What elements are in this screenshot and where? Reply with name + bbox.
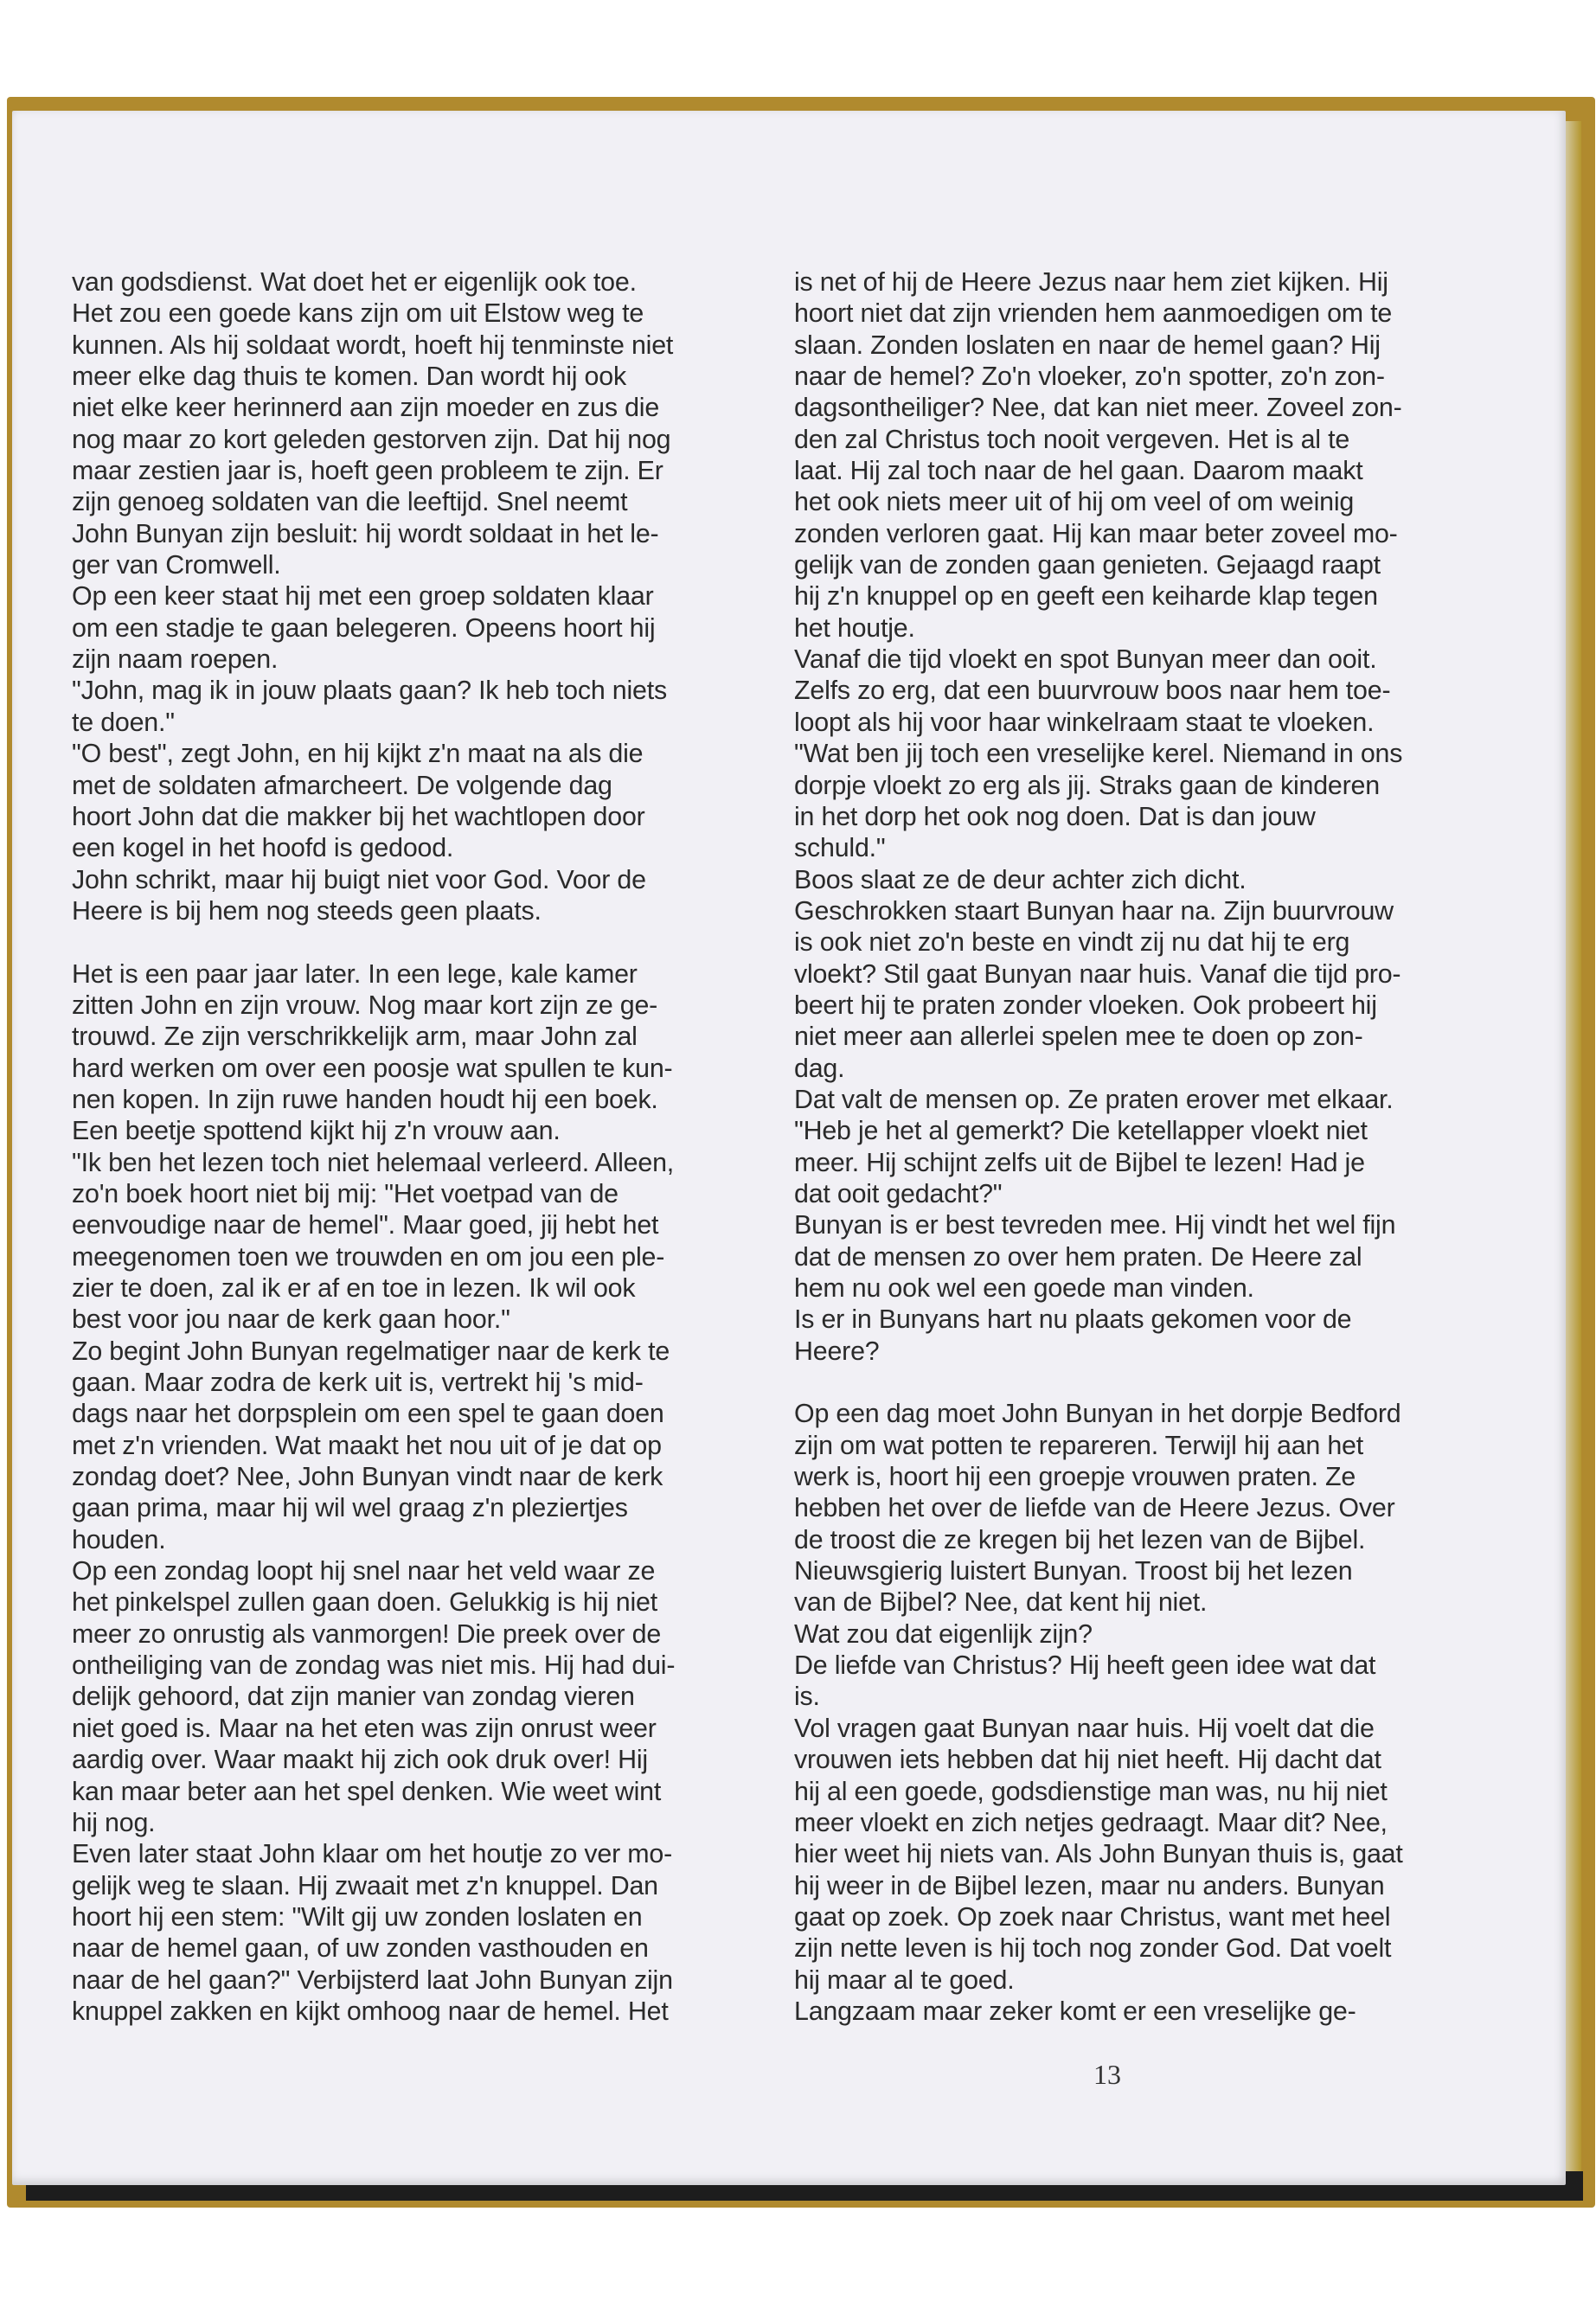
text-line: te doen." <box>72 707 175 737</box>
text-line: Geschrokken staart Bunyan haar na. Zijn buurvrouw <box>794 895 1394 926</box>
text-line: kan maar beter aan het spel denken. Wie weet wint <box>72 1776 662 1806</box>
text-line: loopt als hij voor haar winkelraam staat te vloeken. <box>794 707 1375 737</box>
text-line: gelijk van de zonden gaan genieten. Gejaagd raapt <box>794 550 1381 580</box>
text-line: hij maar al te goed. <box>794 1965 1015 1995</box>
text-line: hoort niet dat zijn vrienden hem aanmoedigen om te <box>794 298 1393 329</box>
text-line: Langzaam maar zeker komt er een vreselijke ge- <box>794 1996 1356 2026</box>
text-line: is net of hij de Heere Jezus naar hem ziet kijken. Hij <box>794 267 1388 297</box>
text-line: niet goed is. Maar na het eten was zijn onrust weer <box>72 1713 657 1743</box>
text-line: knuppel zakken en kijkt omhoog naar de hemel. Het <box>72 1996 669 2026</box>
paragraph-gap <box>72 926 729 958</box>
text-line: nen kopen. In zijn ruwe handen houdt hij een boek. <box>72 1084 658 1114</box>
text-line: zondag doet? Nee, John Bunyan vindt naar de kerk <box>72 1462 663 1492</box>
text-line: Op een keer staat hij met een groep soldaten klaar <box>72 581 654 612</box>
text-line: niet elke keer herinnerd aan zijn moeder en zus die <box>72 393 660 423</box>
text-line: schuld." <box>794 833 886 863</box>
text-line: zijn om wat potten te repareren. Terwijl hij aan het <box>794 1430 1363 1460</box>
text-line: vloekt? Stil gaat Bunyan naar huis. Vanaf die tijd pro- <box>794 958 1401 989</box>
text-line: delijk gehoord, dat zijn manier van zondag vieren <box>72 1682 635 1712</box>
text-line: Op een zondag loopt hij snel naar het veld waar ze <box>72 1556 656 1586</box>
text-line: hard werken om over een poosje wat spullen te kun- <box>72 1053 673 1083</box>
text-line: hij z'n knuppel op en geeft een keiharde klap tegen <box>794 581 1378 612</box>
text-line: beert hij te praten zonder vloeken. Ook probeert hij <box>794 990 1377 1020</box>
text-line: "Heb je het al gemerkt? Die ketellapper vloekt niet <box>794 1116 1368 1146</box>
text-line: dags naar het dorpsplein om een spel te gaan doen <box>72 1399 664 1429</box>
text-line: Op een dag moet John Bunyan in het dorpje Bedford <box>794 1399 1401 1429</box>
text-line: den zal Christus toch nooit vergeven. Het is al te <box>794 424 1350 454</box>
text-line: maar zestien jaar is, hoeft geen probleem te zijn. Er <box>72 456 663 486</box>
text-line: Het is een paar jaar later. In een lege, kale kamer <box>72 958 638 989</box>
text-line: Boos slaat ze de deur achter zich dicht. <box>794 864 1247 894</box>
text-line: het pinkelspel zullen gaan doen. Gelukkig is hij niet <box>72 1587 658 1618</box>
text-line: Het zou een goede kans zijn om uit Elstow weg te <box>72 298 644 329</box>
page-number: 13 <box>1093 2059 1121 2090</box>
text-line: aardig over. Waar maakt hij zich ook druk over! Hij <box>72 1745 648 1775</box>
text-line: werk is, hoort hij een groepje vrouwen praten. Ze <box>794 1462 1356 1492</box>
text-line: Even later staat John klaar om het houtje zo ver mo- <box>72 1839 673 1869</box>
text-line: laat. Hij zal toch naar de hel gaan. Daarom maakt <box>794 456 1363 486</box>
text-line: het houtje. <box>794 612 915 643</box>
text-line: ontheiliging van de zondag was niet mis. Hij had dui- <box>72 1650 676 1681</box>
text-line: Heere? <box>794 1336 880 1366</box>
text-line: zitten John en zijn vrouw. Nog maar kort zijn ze ge- <box>72 990 658 1020</box>
paragraph-gap <box>794 1367 1453 1398</box>
text-line: meer vloekt en zich netjes gedraagt. Maar dit? Nee, <box>794 1807 1388 1837</box>
text-line: hier weet hij niets van. Als John Bunyan thuis is, gaat <box>794 1839 1403 1869</box>
text-line: zier te doen, zal ik er af en toe in lezen. Ik wil ook <box>72 1273 636 1303</box>
text-line: gaat op zoek. Op zoek naar Christus, want met heel <box>794 1901 1391 1932</box>
text-line: gelijk weg te slaan. Hij zwaait met z'n knuppel. Dan <box>72 1870 658 1900</box>
text-line: John schrikt, maar hij buigt niet voor God. Voor de <box>72 864 646 894</box>
text-line: is. <box>794 1682 820 1712</box>
text-line: meer. Hij schijnt zelfs uit de Bijbel te lezen! Had je <box>794 1147 1365 1177</box>
text-line: is ook niet zo'n beste en vindt zij nu dat hij te erg <box>794 927 1350 958</box>
text-line: Wat zou dat eigenlijk zijn? <box>794 1618 1093 1649</box>
text-line: het ook niets meer uit of hij om veel of om weinig <box>794 487 1355 517</box>
text-line: Zo begint John Bunyan regelmatiger naar de kerk te <box>72 1336 670 1366</box>
text-line: dat de mensen zo over hem praten. De Heere zal <box>794 1241 1362 1272</box>
text-line: ger van Cromwell. <box>72 550 281 580</box>
text-line: "Ik ben het lezen toch niet helemaal verleerd. Alleen, <box>72 1147 675 1177</box>
text-line: meer elke dag thuis te komen. Dan wordt hij ook <box>72 362 626 392</box>
text-line: naar de hel gaan?" Verbijsterd laat John Bunyan zijn <box>72 1965 673 1995</box>
text-line: Zelfs zo erg, dat een buurvrouw boos naar hem toe- <box>794 676 1391 706</box>
text-line: dagsontheiliger? Nee, dat kan niet meer. Zoveel zon- <box>794 393 1402 423</box>
text-line: meer zo onrustig als vanmorgen! Die preek over de <box>72 1618 662 1649</box>
text-line: trouwd. Ze zijn verschrikkelijk arm, maar John zal <box>72 1022 638 1052</box>
text-line: gaan. Maar zodra de kerk uit is, vertrekt hij 's mid- <box>72 1368 644 1398</box>
text-line: hij weer in de Bijbel lezen, maar nu anders. Bunyan <box>794 1870 1385 1900</box>
text-line: "Wat ben jij toch een vreselijke kerel. Niemand in ons <box>794 739 1403 769</box>
text-line: vrouwen iets hebben dat hij niet heeft. Hij dacht dat <box>794 1745 1381 1775</box>
text-line: in het dorp het ook nog doen. Dat is dan jouw <box>794 801 1316 831</box>
text-line: met z'n vrienden. Wat maakt het nou uit of je dat op <box>72 1430 662 1460</box>
text-line: de troost die ze kregen bij het lezen van de Bijbel. <box>794 1524 1366 1554</box>
text-line: dag. <box>794 1053 845 1083</box>
text-line: gaan prima, maar hij wil wel graag z'n pleziertjes <box>72 1493 628 1523</box>
text-line: Een beetje spottend kijkt hij z'n vrouw aan. <box>72 1116 561 1146</box>
text-line: niet meer aan allerlei spelen mee te doen op zon- <box>794 1022 1363 1052</box>
text-line: zonden verloren gaat. Hij kan maar beter zoveel mo- <box>794 518 1398 548</box>
text-line: Dat valt de mensen op. Ze praten erover met elkaar. <box>794 1084 1394 1114</box>
text-line: om een stadje te gaan belegeren. Opeens hoort hij <box>72 612 656 643</box>
text-line: Bunyan is er best tevreden mee. Hij vindt het wel fijn <box>794 1210 1396 1240</box>
text-line: een kogel in het hoofd is gedood. <box>72 833 454 863</box>
text-line: dorpje vloekt zo erg als jij. Straks gaan de kinderen <box>794 770 1380 800</box>
text-line: Vol vragen gaat Bunyan naar huis. Hij voelt dat die <box>794 1713 1375 1743</box>
text-line: zo'n boek hoort niet bij mij: "Het voetpad van de <box>72 1178 619 1208</box>
text-line: best voor jou naar de kerk gaan hoor." <box>72 1304 510 1335</box>
text-line: Is er in Bunyans hart nu plaats gekomen voor de <box>794 1304 1352 1335</box>
text-line: slaan. Zonden loslaten en naar de hemel gaan? Hij <box>794 330 1381 360</box>
text-line: Nieuwsgierig luistert Bunyan. Troost bij het lezen <box>794 1556 1353 1586</box>
text-line: "O best", zegt John, en hij kijkt z'n maat na als die <box>72 739 644 769</box>
text-line: zijn nette leven is hij toch nog zonder God. Dat voelt <box>794 1933 1392 1964</box>
text-line: houden. <box>72 1524 166 1554</box>
text-line: nog maar zo kort geleden gestorven zijn. Dat hij nog <box>72 424 671 454</box>
text-line: "John, mag ik in jouw plaats gaan? Ik heb toch niets <box>72 676 667 706</box>
text-line: Heere is bij hem nog steeds geen plaats. <box>72 895 542 926</box>
text-line: zijn genoeg soldaten van die leeftijd. Snel neemt <box>72 487 628 517</box>
left-column <box>72 266 729 2027</box>
text-line: dat ooit gedacht?" <box>794 1178 1003 1208</box>
text-line: met de soldaten afmarcheert. De volgende dag <box>72 770 612 800</box>
text-line: kunnen. Als hij soldaat wordt, hoeft hij tenminste niet <box>72 330 674 360</box>
text-line: van godsdienst. Wat doet het er eigenlijk ook toe. <box>72 267 637 297</box>
text-line: meegenomen toen we trouwden en om jou een ple- <box>72 1241 665 1272</box>
text-line: eenvoudige naar de hemel". Maar goed, jij hebt het <box>72 1210 659 1240</box>
text-line: hij al een goede, godsdienstige man was, nu hij niet <box>794 1776 1388 1806</box>
text-line: De liefde van Christus? Hij heeft geen idee wat dat <box>794 1650 1376 1681</box>
right-column <box>794 266 1453 2027</box>
text-line: hoort hij een stem: "Wilt gij uw zonden loslaten en <box>72 1901 643 1932</box>
text-line: hem nu ook wel een goede man vinden. <box>794 1273 1254 1303</box>
text-line: John Bunyan zijn besluit: hij wordt soldaat in het le- <box>72 518 659 548</box>
text-line: Vanaf die tijd vloekt en spot Bunyan meer dan ooit. <box>794 644 1377 675</box>
text-line: naar de hemel gaan, of uw zonden vasthouden en <box>72 1933 649 1964</box>
text-line: hij nog. <box>72 1807 156 1837</box>
text-line: zijn naam roepen. <box>72 644 279 675</box>
text-line: naar de hemel? Zo'n vloeker, zo'n spotter, zo'n zon- <box>794 362 1385 392</box>
text-line: hebben het over de liefde van de Heere Jezus. Over <box>794 1493 1395 1523</box>
text-line: van de Bijbel? Nee, dat kent hij niet. <box>794 1587 1208 1618</box>
text-line: hoort John dat die makker bij het wachtlopen door <box>72 801 645 831</box>
